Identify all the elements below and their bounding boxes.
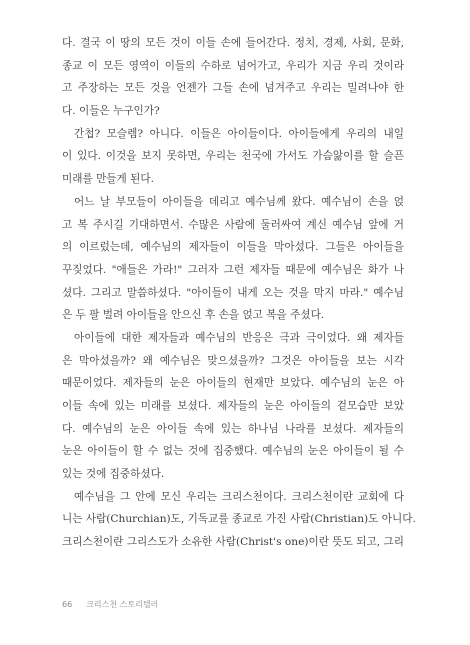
- text-line: 눈은 아이들이 할 수 없는 것에 집중했다. 예수님의 눈은 아이들이 될 수: [62, 445, 404, 458]
- text-line: 셨다. 그리고 말씀하셨다. "아이들이 내게 오는 것을 막지 마라." 예수님: [62, 286, 404, 299]
- text-line: 다. 결국 이 땅의 모든 것이 이들 손에 들어간다. 정치, 경제, 사회, 문화,: [62, 37, 404, 49]
- text-line: 예수님을 그 안에 모신 우리는 크리스천이다. 크리스천이란 교회에 다: [74, 490, 404, 503]
- page-number: 66: [62, 599, 73, 609]
- text-line: 의 이르렀는데, 예수님의 제자들이 이들을 막아섰다. 그들은 아이들을: [62, 241, 404, 254]
- text-line: 고 주장하는 모든 것을 언젠가 그들 손에 넘겨주고 우리는 밀려나야 한: [62, 82, 404, 95]
- text-line: 미래를 만들게 된다.: [62, 173, 154, 186]
- text-line: 은 두 팔 벌려 아이들을 안으신 후 손을 얹고 복을 주셨다.: [62, 309, 325, 322]
- body-text: [62, 32, 416, 554]
- text-line: 다. 이들은 누구인가?: [62, 105, 160, 118]
- text-line: 니는 사람(Churchian)도, 기독교를 종교로 가진 사람(Christian)도 아니다.: [62, 513, 416, 526]
- text-line: 다. 예수님의 눈은 아이들 속에 있는 하나님 나라를 보셨다. 제자들의: [62, 422, 404, 435]
- text-line: 아이들에 대한 제자들과 예수님의 반응은 극과 극이었다. 왜 제자들: [74, 331, 404, 344]
- text-line: 고 복 주시길 기대하면서. 수많은 사람에 둘러싸여 계신 예수님 앞에 거: [62, 218, 404, 231]
- text-line: 어느 날 부모들이 아이들을 데리고 예수님께 왔다. 예수님이 손을 얹: [74, 195, 404, 208]
- text-line: 간첩? 모슬렘? 아니다. 이들은 아이들이다. 아이들에게 우리의 내일: [74, 127, 404, 140]
- text-line: 이들 속에 있는 미래를 보셨다. 제자들의 눈은 아이들의 겉모습만 보았: [62, 400, 404, 412]
- page-footer: [62, 597, 158, 611]
- text-line: 종교 이 모든 영역이 이들의 수하로 넘어가고, 우리가 지금 우리 것이라: [62, 59, 404, 72]
- text-line: 있는 것에 집중하셨다.: [62, 468, 165, 481]
- text-line: 크리스천이란 그리스도가 소유한 사람(Christ's one)이란 뜻도 되고, 그리: [62, 536, 404, 549]
- text-line: 꾸짖었다. "애들은 가라!" 그러자 그런 제자들 때문에 예수님은 화가 나: [62, 263, 404, 276]
- text-line: 이 있다. 이것을 보지 못하면, 우리는 천국에 가서도 가슴앓이를 할 슬픈: [62, 150, 404, 163]
- book-title: 크리스천 스토리텔러: [86, 599, 159, 609]
- text-line: 은 막아섰을까? 왜 예수님은 맞으셨을까? 그것은 아이들을 보는 시각: [62, 354, 404, 367]
- text-line: 때문이었다. 제자들의 눈은 아이들의 현재만 보았다. 예수님의 눈은 아: [62, 377, 404, 390]
